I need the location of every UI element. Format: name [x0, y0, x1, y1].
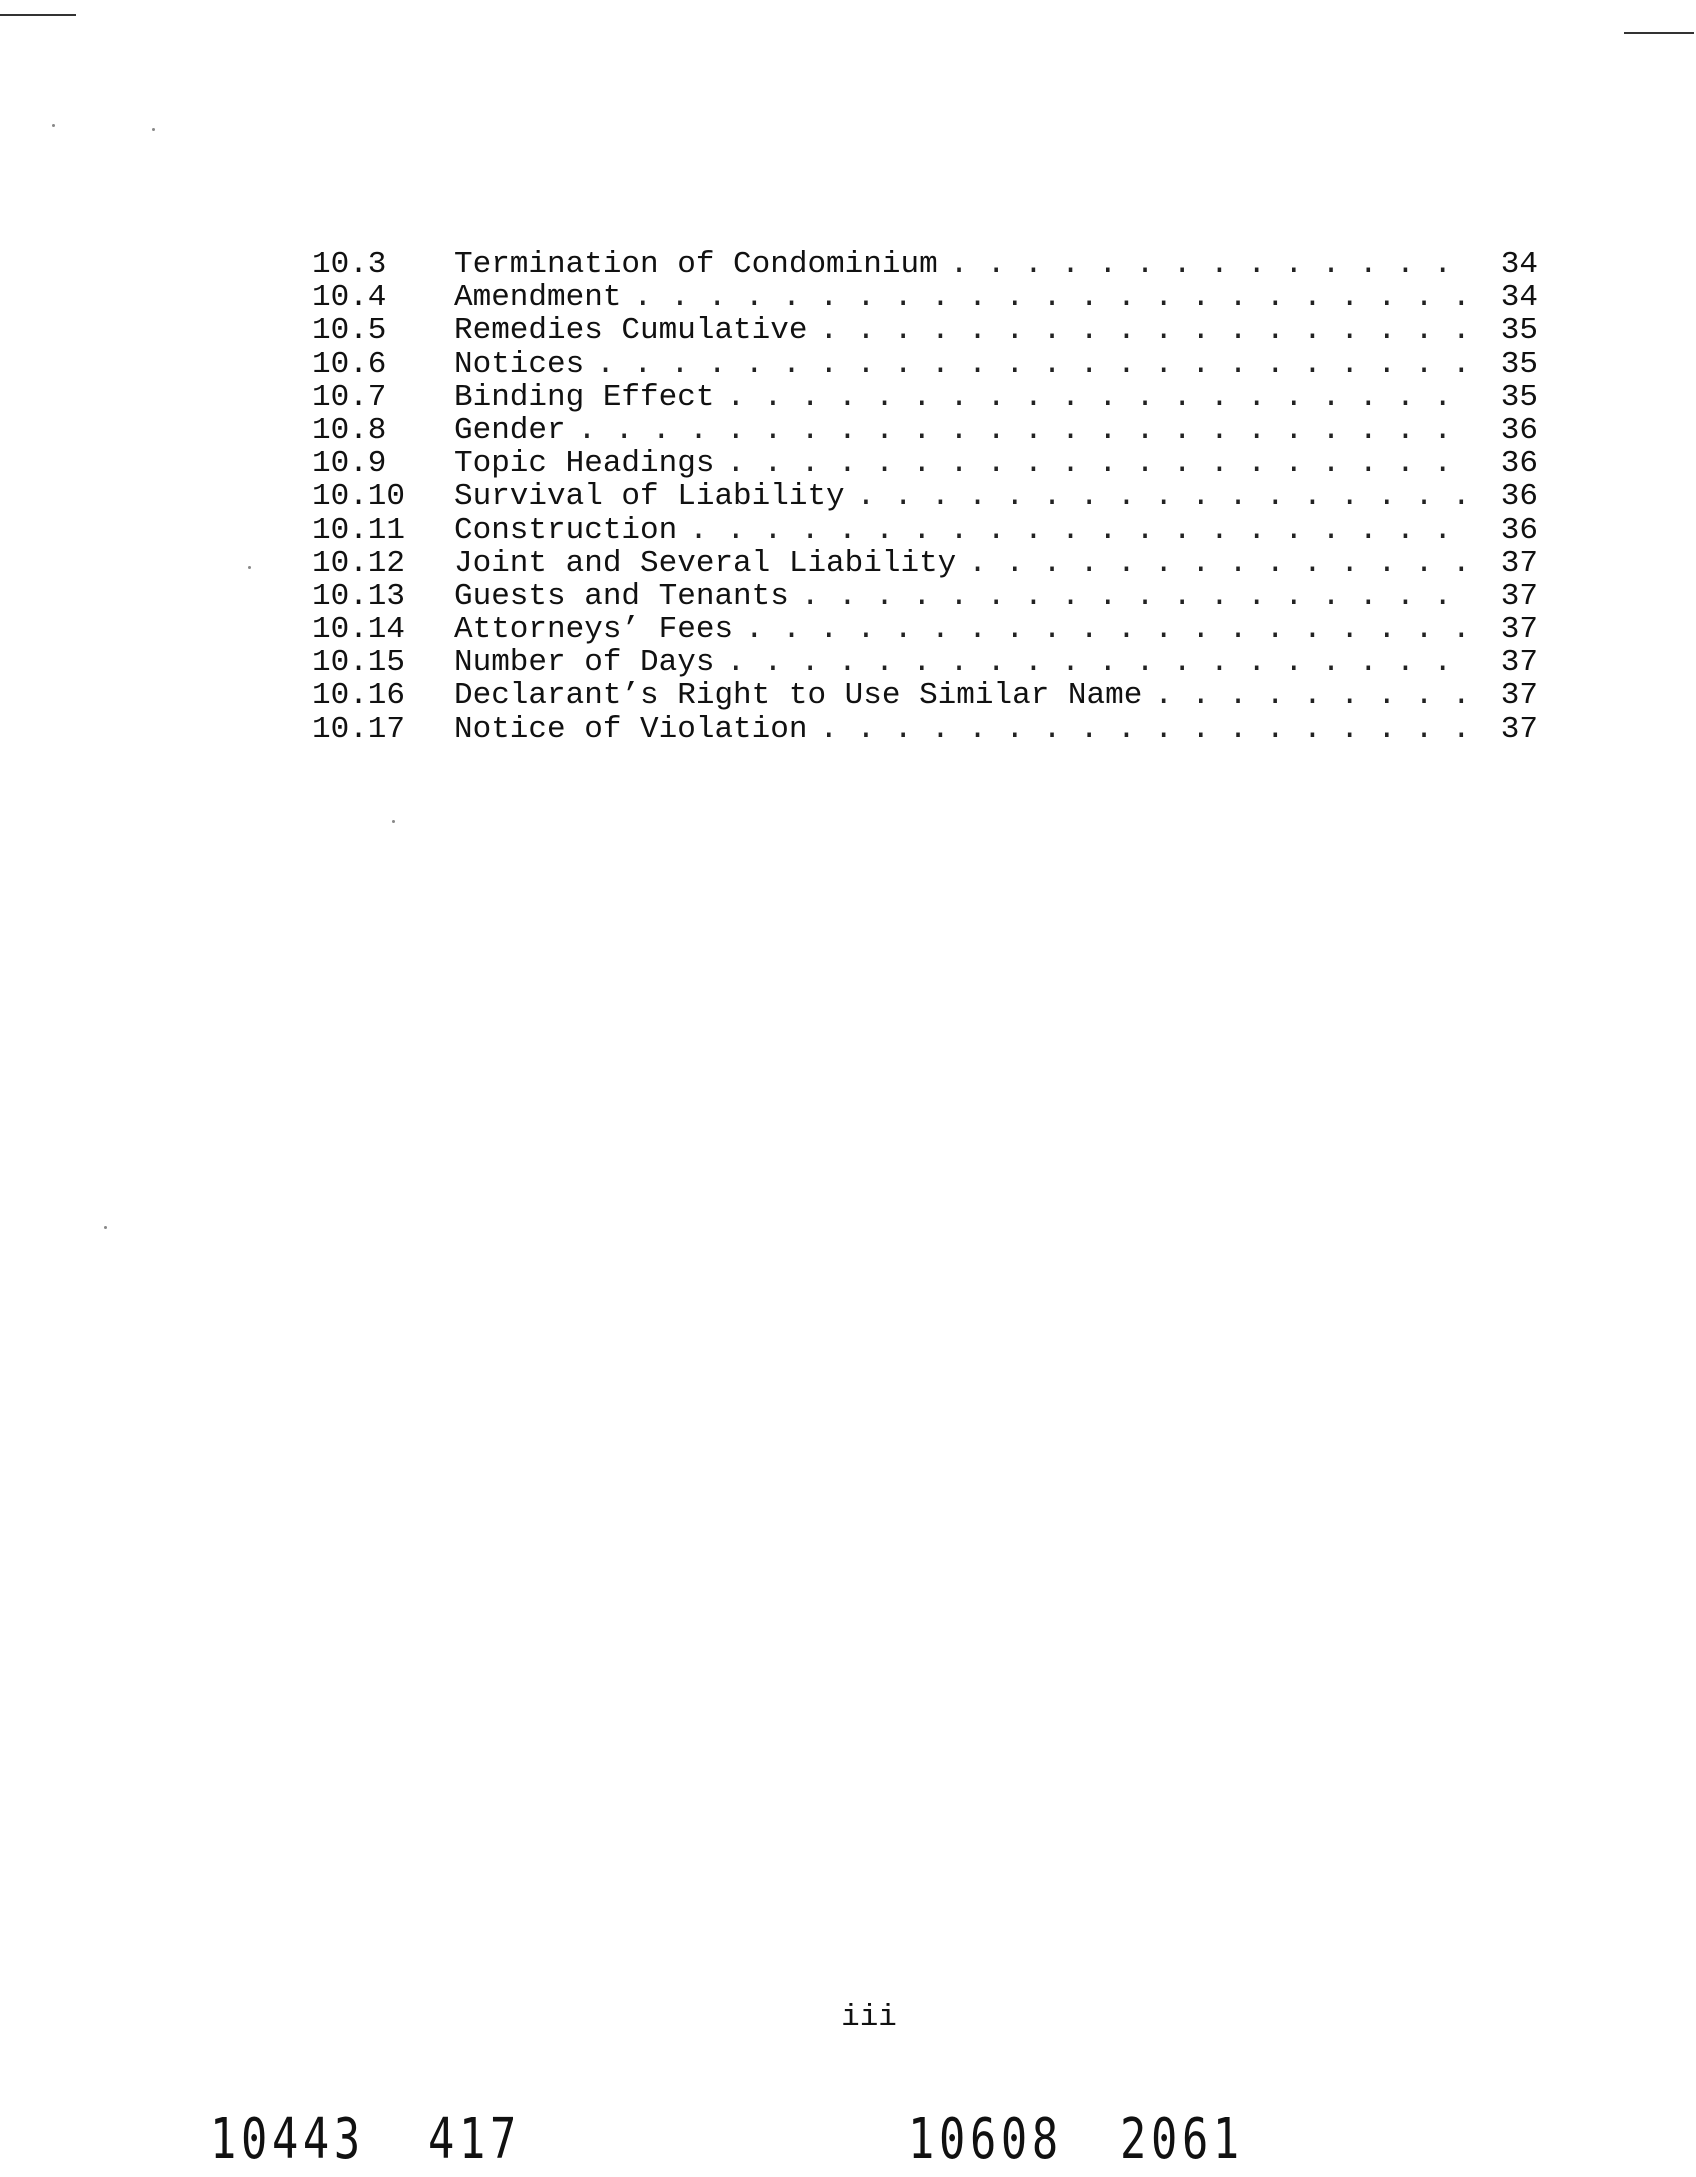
toc-section-title: Topic Headings	[454, 446, 715, 482]
recording-stamp-number: 10608	[908, 2107, 1063, 2172]
toc-page-number: 37	[1500, 678, 1538, 714]
toc-leader-dots	[819, 713, 1474, 746]
toc-entry	[312, 547, 1538, 580]
scan-speck	[152, 128, 155, 131]
toc-page-number: 37	[1500, 645, 1538, 681]
table-of-contents	[312, 248, 1538, 746]
toc-section-number: 10.6	[312, 346, 387, 382]
toc-section-number: 10.9	[312, 446, 387, 482]
toc-page-number: 37	[1500, 612, 1538, 648]
toc-leader-dots	[726, 447, 1474, 480]
toc-page-number: 37	[1500, 545, 1538, 581]
toc-leader-dots	[596, 348, 1474, 381]
toc-entry	[312, 713, 1538, 746]
toc-page-number: 36	[1500, 446, 1538, 482]
toc-page-number: 36	[1500, 479, 1538, 515]
recording-stamp-number: 2061	[1120, 2107, 1244, 2172]
toc-section-number: 10.15	[312, 645, 406, 681]
toc-page-number: 36	[1500, 412, 1538, 448]
toc-entry	[312, 679, 1538, 712]
toc-leader-dots	[689, 514, 1474, 547]
toc-leader-dots	[819, 314, 1474, 347]
toc-section-title: Gender	[454, 412, 566, 448]
toc-page-number: 37	[1500, 578, 1538, 614]
toc-leader-dots	[726, 381, 1474, 414]
toc-section-number: 10.10	[312, 479, 406, 515]
toc-leader-dots	[1154, 679, 1474, 712]
toc-page-number: 36	[1500, 512, 1538, 548]
toc-section-number: 10.3	[312, 247, 387, 282]
toc-entry	[312, 580, 1538, 613]
toc-section-number: 10.14	[312, 612, 406, 648]
toc-leader-dots	[726, 646, 1474, 679]
toc-section-title: Joint and Several Liability	[454, 545, 957, 581]
scan-edge-line	[0, 14, 76, 16]
toc-leader-dots	[857, 480, 1474, 513]
toc-page-number: 35	[1500, 346, 1538, 382]
recording-stamp-number: 417	[428, 2107, 521, 2172]
toc-entry	[312, 348, 1538, 381]
toc-page-number: 34	[1500, 247, 1538, 282]
scan-speck	[392, 820, 395, 823]
toc-section-number: 10.8	[312, 412, 387, 448]
toc-entry	[312, 248, 1538, 281]
toc-section-title: Attorneys’ Fees	[454, 612, 734, 648]
toc-section-number: 10.16	[312, 678, 406, 714]
toc-entry	[312, 613, 1538, 646]
toc-section-number: 10.7	[312, 379, 387, 415]
recording-stamp-number: 10443	[210, 2107, 365, 2172]
toc-entry	[312, 514, 1538, 547]
toc-page-number: 34	[1500, 280, 1538, 316]
toc-section-number: 10.5	[312, 313, 387, 349]
toc-page-number: 37	[1500, 711, 1538, 747]
toc-leader-dots	[801, 580, 1474, 613]
toc-section-title: Notices	[454, 346, 585, 382]
toc-section-title: Amendment	[454, 280, 622, 316]
scan-edge-line	[1624, 32, 1694, 34]
toc-section-title: Remedies Cumulative	[454, 313, 808, 349]
scan-speck	[248, 566, 251, 569]
toc-page-number: 35	[1500, 313, 1538, 349]
toc-section-number: 10.17	[312, 711, 406, 747]
toc-leader-dots	[633, 281, 1474, 314]
toc-entry	[312, 414, 1538, 447]
toc-leader-dots	[968, 547, 1474, 580]
toc-section-title: Termination of Condominium	[454, 247, 938, 282]
toc-section-title: Binding Effect	[454, 379, 715, 415]
toc-entry	[312, 480, 1538, 513]
toc-leader-dots	[950, 248, 1474, 281]
toc-entry	[312, 381, 1538, 414]
scan-speck	[104, 1226, 107, 1229]
toc-section-title: Construction	[454, 512, 678, 548]
toc-leader-dots	[578, 414, 1474, 447]
toc-leader-dots	[745, 613, 1474, 646]
toc-entry	[312, 447, 1538, 480]
toc-section-title: Guests and Tenants	[454, 578, 789, 614]
scan-speck	[52, 124, 55, 127]
toc-section-number: 10.11	[312, 512, 406, 548]
toc-section-number: 10.12	[312, 545, 406, 581]
toc-section-number: 10.4	[312, 280, 387, 316]
toc-section-number: 10.13	[312, 578, 406, 614]
toc-section-title: Declarant’s Right to Use Similar Name	[454, 678, 1143, 714]
toc-entry	[312, 281, 1538, 314]
toc-entry	[312, 646, 1538, 679]
toc-section-title: Survival of Liability	[454, 479, 845, 515]
toc-entry	[312, 314, 1538, 347]
toc-section-title: Notice of Violation	[454, 711, 808, 747]
toc-section-title: Number of Days	[454, 645, 715, 681]
toc-page-number: 35	[1500, 379, 1538, 415]
page-number: iii	[841, 2000, 897, 2035]
